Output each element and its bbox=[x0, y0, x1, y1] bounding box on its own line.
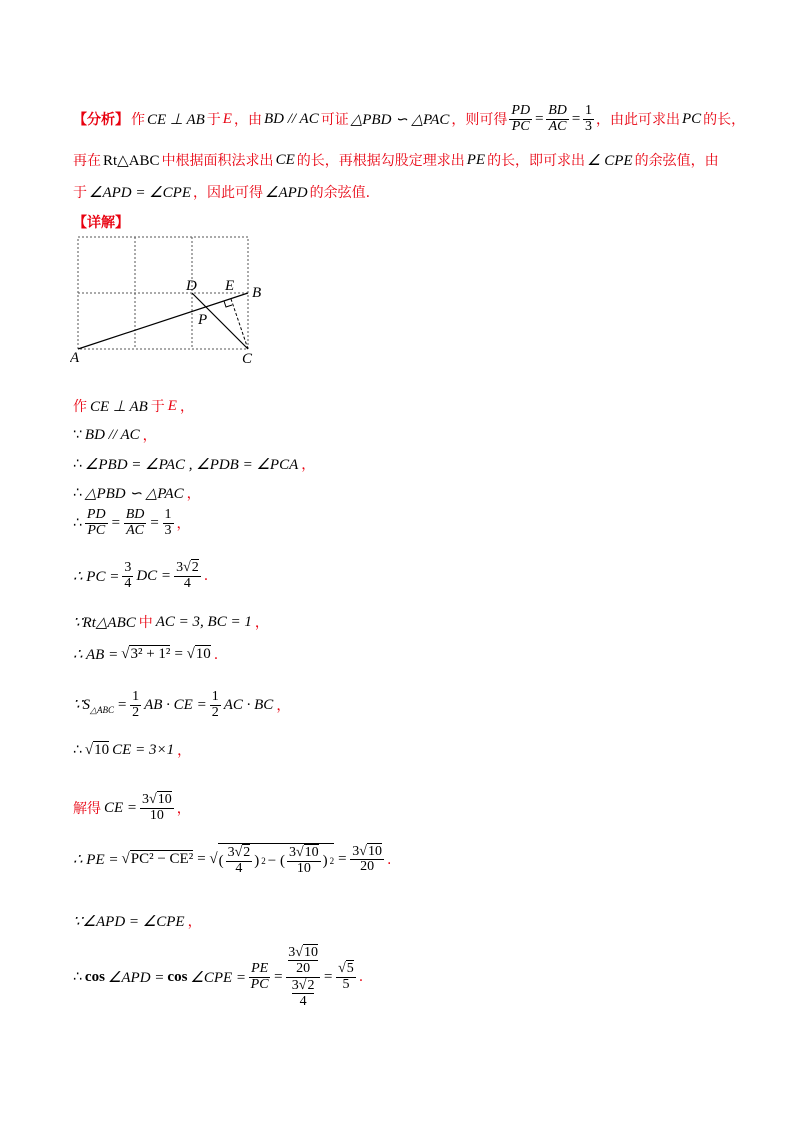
label-D: D bbox=[186, 278, 197, 294]
fraction-sqrt5-over-5: $\frac{√5}{5}$ bbox=[338, 961, 354, 992]
fraction-one-half: $\frac{1}{2}$ bbox=[132, 689, 140, 720]
step-6: ∴ PC = $\frac{3}{4}$ DC = $\frac{3√2}{4}$ . bbox=[73, 560, 209, 591]
fraction-3sqrt2-over-4: $\frac{3√2}{4}$ bbox=[176, 560, 199, 591]
label-A: A bbox=[70, 350, 80, 366]
segment-ab bbox=[78, 293, 248, 349]
label-P: P bbox=[198, 312, 208, 328]
step-13: ∵∠APD = ∠CPE ， bbox=[73, 913, 202, 930]
step-9: $\because S_{\triangle ABC}$ = $\frac{1}{2}$ AB · CE = $\frac{1}{2}$ AC · BC ， bbox=[73, 689, 291, 720]
fraction-bd-ac: $\frac{BD}{AC}$ bbox=[548, 103, 567, 134]
fraction-3sqrt10-over-10: $\frac{3√10}{10}$ bbox=[142, 792, 172, 823]
geometry-figure bbox=[70, 232, 270, 367]
segment-ce-dashed bbox=[231, 299, 248, 349]
step-3: ∴ ∠PBD = ∠PAC , ∠PDB = ∠PCA ， bbox=[73, 456, 316, 473]
analysis-line-2: 再在 Rt△ABC 中根据面积法求出 CE 的长，再根据勾股定理求出 PE 的长，即可求出 ∠ CPE 的余弦值，由 bbox=[73, 151, 719, 169]
analysis-line-3: 于 ∠APD = ∠CPE ，因此可得 ∠APD 的余弦值. bbox=[73, 184, 371, 201]
step-2: ∵ BD // AC ， bbox=[73, 426, 157, 444]
dotted-grid bbox=[78, 237, 248, 349]
label-E: E bbox=[225, 278, 235, 294]
label-C: C bbox=[242, 351, 253, 367]
step-11: 解得 CE = $\frac{3√10}{10}$ ， bbox=[73, 792, 191, 823]
fraction-pd-pc: $\frac{PD}{PC}$ bbox=[86, 507, 106, 538]
step-4: ∴ △PBD ∽ △PAC ， bbox=[73, 485, 201, 502]
step-8: ∴ AB = √3² + 1² = √10 . bbox=[73, 646, 219, 663]
fraction-pe-pc: $\frac{PE}{PC}$ bbox=[250, 961, 269, 992]
step-14: ∴ cos ∠APD = cos ∠CPE = $\frac{PE}{PC}$ = 3√10 20 3√2 4 = $\frac{√5}{5}$ . bbox=[73, 945, 364, 1010]
analysis-line-1: 【分析】 作 CE ⊥ AB 于 E ，由 BD // AC 可证 △PBD ∽ △PAC ，则可得 $\frac{PD}{PC}$ = $\frac{BD}{AC}$ = $\frac{1}{3}$ ，由此可求出 PC 的长， bbox=[73, 103, 746, 134]
fraction-pd-pc: $\frac{PD}{PC}$ bbox=[511, 103, 531, 134]
fraction-bd-ac: $\frac{BD}{AC}$ bbox=[125, 507, 145, 538]
step-10: ∴ √10 CE = 3×1 ， bbox=[73, 741, 192, 759]
step-12: ∴ PE = √PC² − CE² = √ ( $\frac{3√2}{4}$ ) 2 − ( $\frac{3√10}{10}$ ) 2 = $\frac{3√10}{20}$ . bbox=[73, 843, 392, 876]
fraction-one-third: $\frac{1}{3}$ bbox=[585, 103, 592, 134]
detail-tag: 【详解】 bbox=[73, 215, 129, 231]
fraction-3sqrt10-over-20: $\frac{3√10}{20}$ bbox=[352, 843, 382, 875]
label-B: B bbox=[252, 285, 262, 301]
complex-fraction: 3√10 20 3√2 4 bbox=[288, 945, 318, 1010]
step-5: ∴ $\frac{PD}{PC}$ = $\frac{BD}{AC}$ = $\frac{1}{3}$ ， bbox=[73, 507, 191, 538]
fraction-one-half: $\frac{1}{2}$ bbox=[211, 689, 219, 720]
fraction-three-quarters: $\frac{3}{4}$ bbox=[124, 560, 132, 591]
step-7: ∵Rt△ABC 中 AC = 3, BC = 1 ， bbox=[73, 613, 269, 631]
right-angle-mark bbox=[224, 301, 232, 307]
analysis-tag: 【分析】 bbox=[73, 112, 129, 129]
step-1: 作 CE ⊥ AB 于 E ， bbox=[73, 397, 194, 415]
fraction-one-third: $\frac{1}{3}$ bbox=[164, 507, 172, 538]
